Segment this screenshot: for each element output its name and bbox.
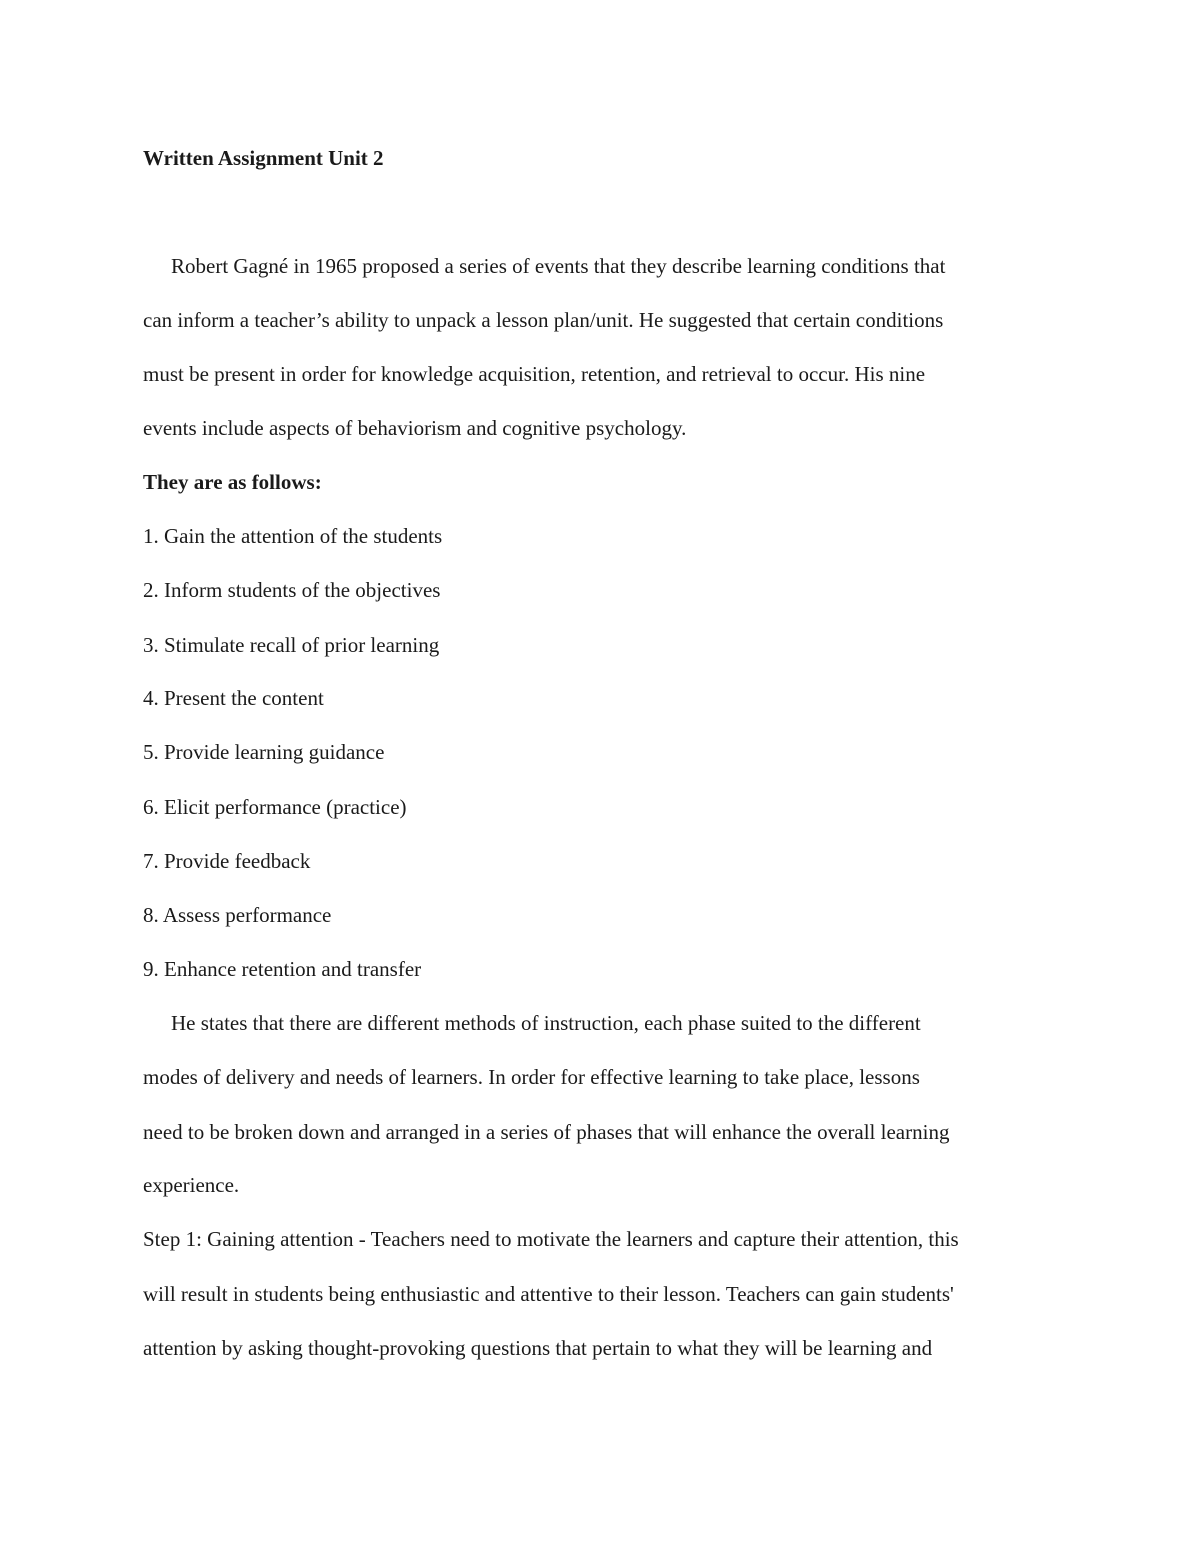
list-item: 1. Gain the attention of the students xyxy=(143,524,443,548)
list-item: 2. Inform students of the objectives xyxy=(143,578,441,602)
paragraph-line: must be present in order for knowledge acquisition, retention, and retrieval to occur. His nine xyxy=(143,362,926,386)
paragraph-line: events include aspects of behaviorism and cognitive psychology. xyxy=(143,416,687,440)
list-heading: They are as follows: xyxy=(143,470,322,494)
paragraph-line: attention by asking thought-provoking questions that pertain to what they will be learning and xyxy=(143,1336,933,1360)
list-item: 5. Provide learning guidance xyxy=(143,740,385,764)
paragraph-line: Step 1: Gaining attention - Teachers need to motivate the learners and capture their attention, this xyxy=(143,1227,959,1251)
list-item: 3. Stimulate recall of prior learning xyxy=(143,633,440,657)
paragraph-line: can inform a teacher’s ability to unpack a lesson plan/unit. He suggested that certain conditions xyxy=(143,308,944,332)
list-item: 9. Enhance retention and transfer xyxy=(143,957,422,981)
paragraph-line: will result in students being enthusiastic and attentive to their lesson. Teachers can gain students' xyxy=(143,1282,954,1306)
list-item: 6. Elicit performance (practice) xyxy=(143,795,407,819)
paragraph-line: modes of delivery and needs of learners. In order for effective learning to take place, lessons xyxy=(143,1065,920,1089)
document-title: Written Assignment Unit 2 xyxy=(143,146,384,170)
paragraph-line: He states that there are different methods of instruction, each phase suited to the different xyxy=(171,1011,921,1035)
list-item: 7. Provide feedback xyxy=(143,849,311,873)
paragraph-line: Robert Gagné in 1965 proposed a series of events that they describe learning conditions that xyxy=(171,254,946,278)
list-item: 8. Assess performance xyxy=(143,903,332,927)
paragraph-line: need to be broken down and arranged in a series of phases that will enhance the overall learning xyxy=(143,1120,950,1144)
list-item: 4. Present the content xyxy=(143,686,324,710)
paragraph-line: experience. xyxy=(143,1173,240,1197)
